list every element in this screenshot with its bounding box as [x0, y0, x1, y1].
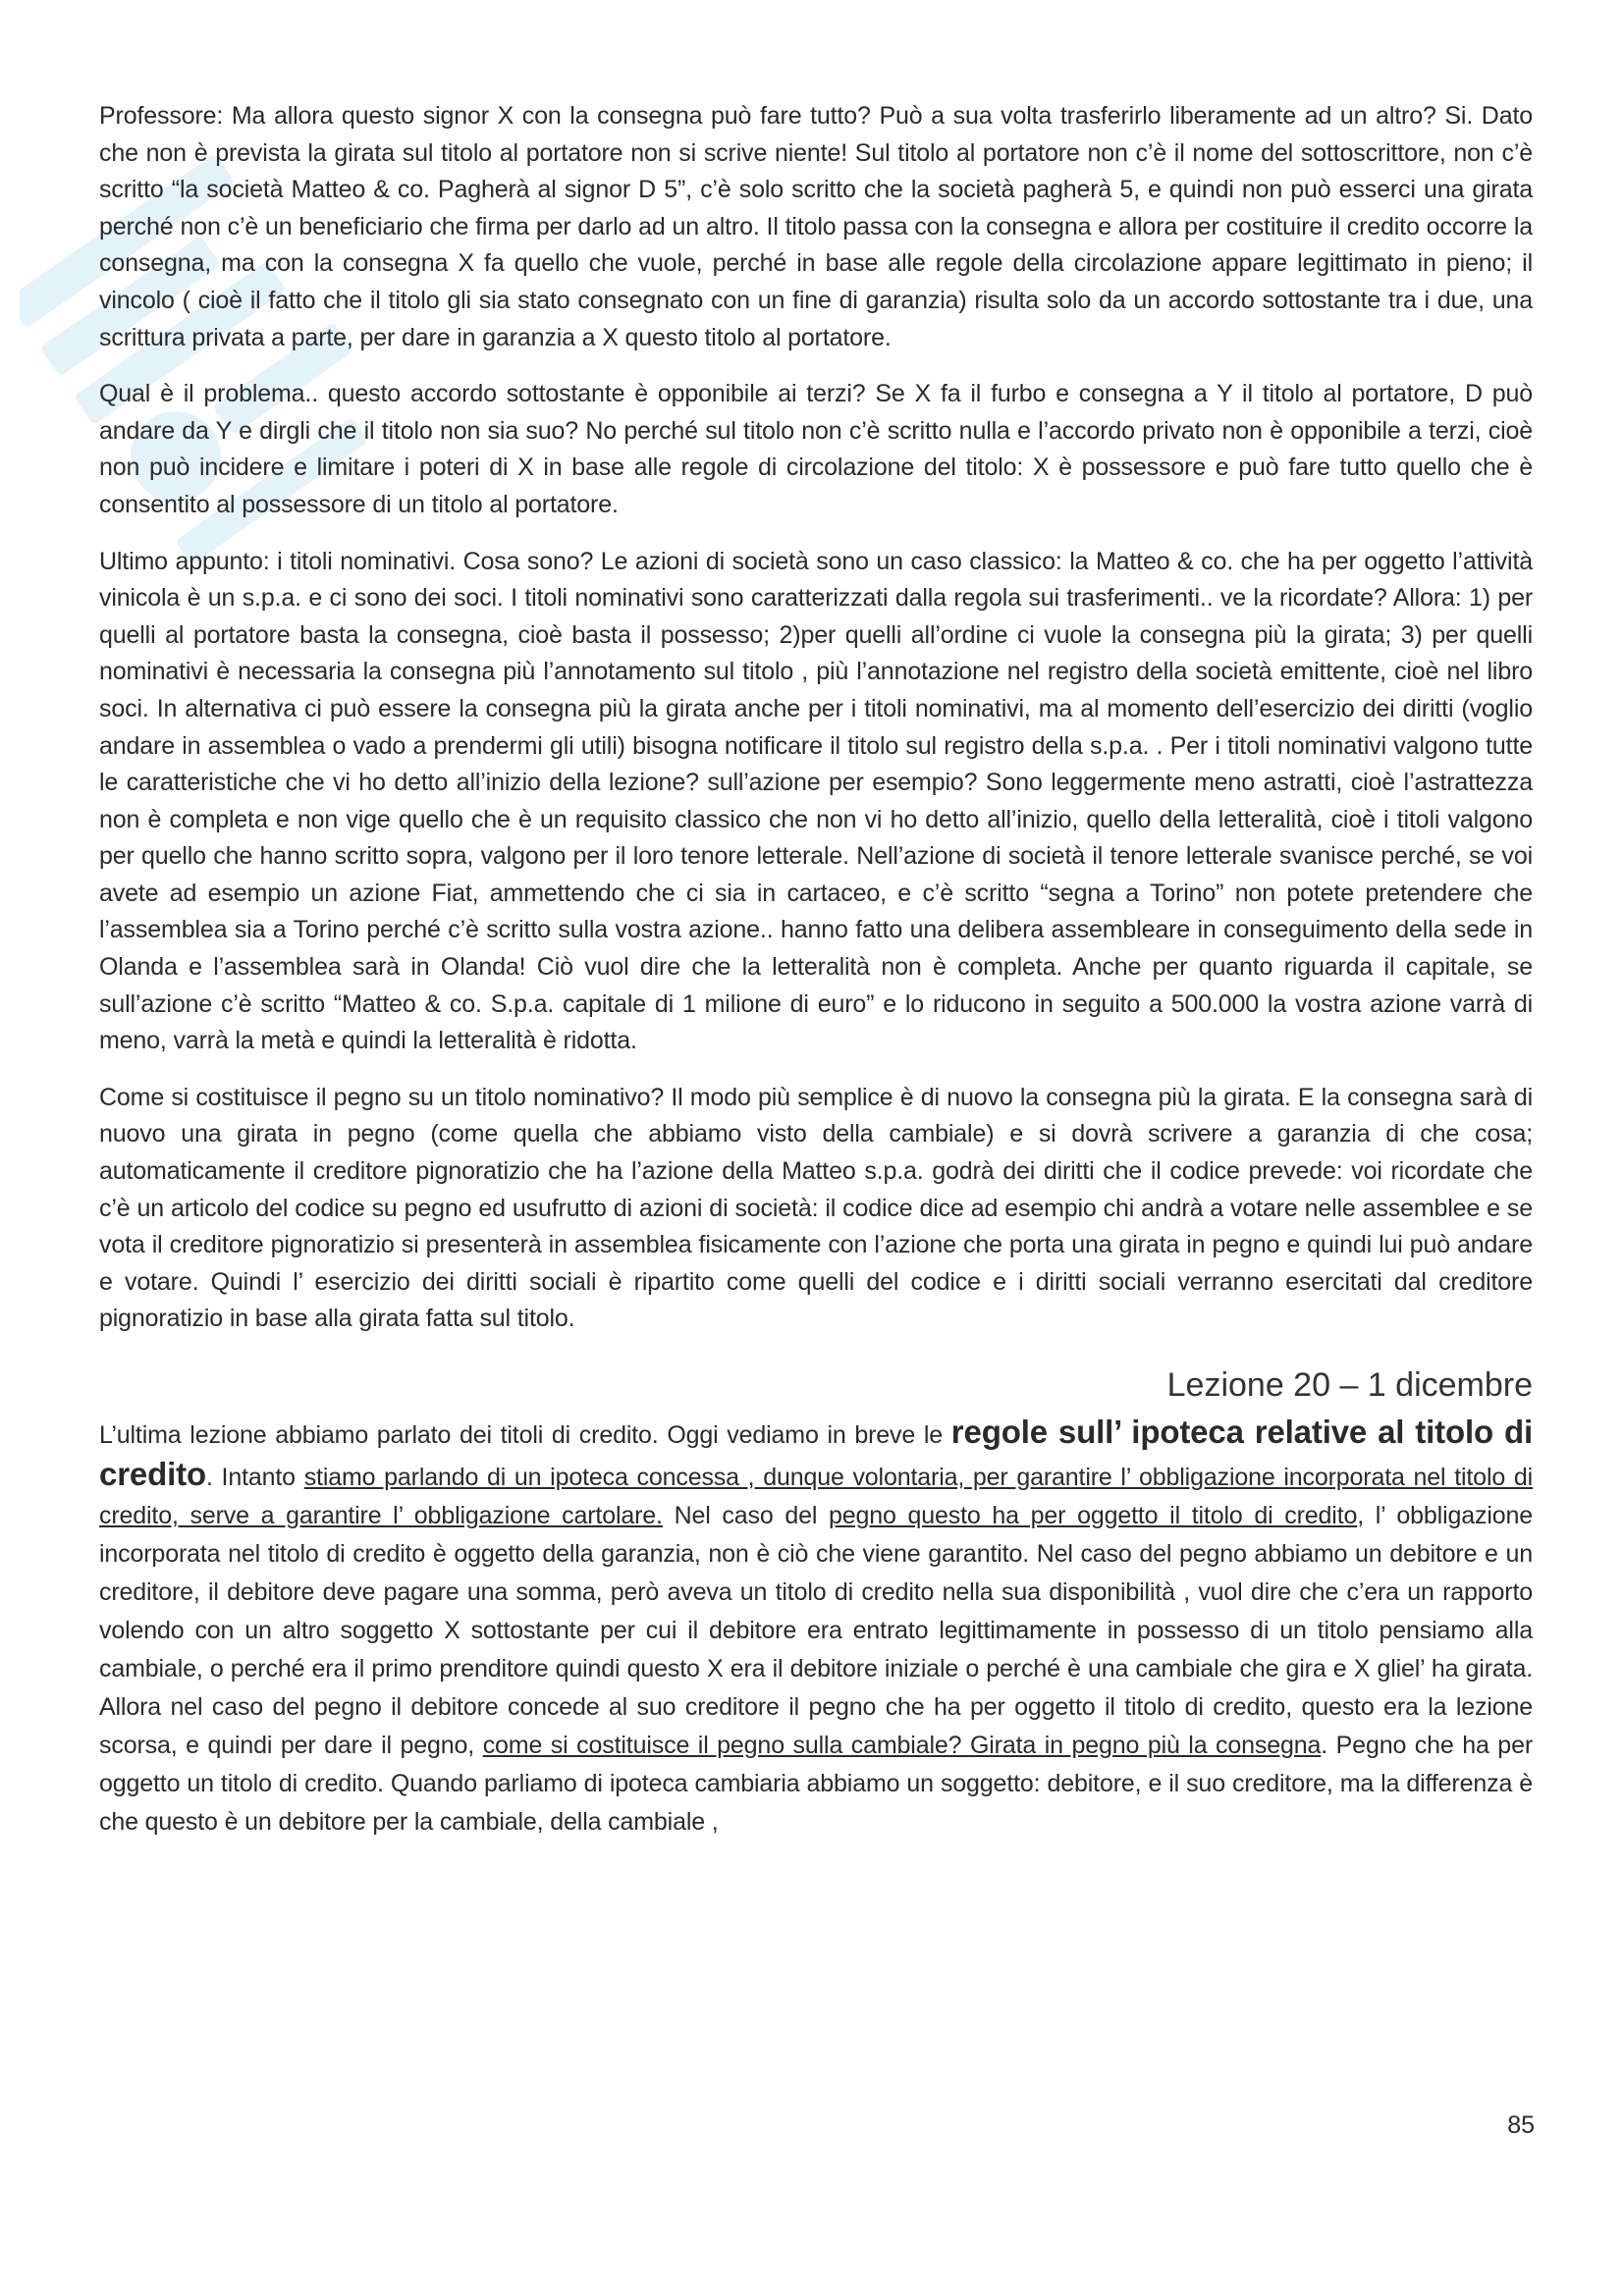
lesson-text-1: L’ultima lezione abbiamo parlato dei titoli di credito. Oggi vediamo in breve le	[99, 1421, 951, 1449]
paragraph-2: Qual è il problema.. questo accordo sottostante è opponibile ai terzi? Se X fa il furbo e consegna a Y il titolo al portatore, D può andare da Y e dirgli che il titolo non sia suo? No perché sul titolo non c’è scritto nulla e l’accordo privato non è opponibile a terzi, cioè non può incidere e limitare i poteri di X in base alle regole di circolazione del titolo: X è possessore e può fare tutto quello che è consentito al possessore di un titolo al portatore.	[99, 380, 1533, 518]
lesson-underline-1: stiamo parlando di un ipoteca concessa , dunque volontaria, per garantire l’ obbligazione incorporata nel titolo di credito, serve a garantire l’ obbligazione cartolare.	[99, 1464, 1533, 1529]
lesson-text-2: . Intanto	[205, 1464, 304, 1491]
lesson-paragraph	[99, 1413, 1533, 1842]
lesson-underline-2: pegno questo ha per oggetto il titolo di credito	[829, 1502, 1358, 1529]
lesson-text-3: Nel caso del	[662, 1502, 829, 1529]
paragraph-1: Professore: Ma allora questo signor X con la consegna può fare tutto? Può a sua volta trasferirlo liberamente ad un altro? Si. Dato che non è prevista la girata sul titolo al portatore non si scrive niente! Sul titolo al portatore non c’è il nome del sottoscrittore, non c’è scritto “la società Matteo & co. Pagherà al signor D 5”, c’è solo scritto che la società pagherà 5, e quindi non può esserci una girata perché non c’è un beneficiario che firma per darlo ad un altro. Il titolo passa con la consegna e allora per costituire il credito occorre la consegna, ma con la consegna X fa quello che vuole, perché in base alle regole della circolazione appare legittimato in pieno; il vincolo ( cioè il fatto che il titolo gli sia stato consegnato con un fine di garanzia) risulta solo da un accordo sottostante tra i due, una scrittura privata a parte, per dare in garanzia a X questo titolo al portatore.	[99, 102, 1533, 351]
page-number: 85	[1507, 2111, 1535, 2139]
main-text	[99, 98, 1533, 1861]
paragraph-3: Ultimo appunto: i titoli nominativi. Cosa sono? Le azioni di società sono un caso classico: la Matteo & co. che ha per oggetto l’attività vinicola è un s.p.a. e ci sono dei soci. I titoli nominativi sono caratterizzati dalla regola sui trasferimenti.. ve la ricordate? Allora: 1) per quelli al portatore basta la consegna, cioè basta il possesso; 2)per quelli all’ordine ci vuole la consegna più la girata; 3) per quelli nominativi è necessaria la consegna più l’annotamento sul titolo , più l’annotazione nel registro della società emittente, cioè nel libro soci. In alternativa ci può essere la consegna più la girata anche per i titoli nominativi, ma al momento dell’esercizio dei diritti (voglio andare in assemblea o vado a prendermi gli utili) bisogna notificare il titolo sul registro della s.p.a. . Per i titoli nominativi valgono tutte le caratteristiche che vi ho detto all’inizio della lezione? sull’azione per esempio? Sono leggermente meno astratti, cioè l’astrattezza non è completa e non vige quello che è un requisito classico che non vi ho detto all’inizio, quello della letteralità, cioè i titoli valgono per quello che hanno scritto sopra, valgono per il loro tenore letterale. Nell’azione di società il tenore letterale svanisce perché, se voi avete ad esempio un azione Fiat, ammettendo che ci sia in cartaceo, e c’è scritto “segna a Torino” non potete pretendere che l’assemblea sia a Torino perché c’è scritto sulla vostra azione.. hanno fatto una delibera assembleare in conseguimento della sede in Olanda e l’assemblea sarà in Olanda! Ciò vuol dire che la letteralità non è completa. Anche per quanto riguarda il capitale, se sull’azione c’è scritto “Matteo & co. S.p.a. capitale di 1 milione di euro” e lo riducono in seguito a 500.000 la vostra azione varrà di meno, varrà la metà e quindi la letteralità è ridotta.	[99, 547, 1533, 1055]
lesson-bold-title: regole sull’ ipoteca relative al titolo di credito	[99, 1414, 1534, 1492]
lesson-heading: Lezione 20 – 1 dicembre	[1166, 1366, 1533, 1404]
lesson-text-5: . Pegno che ha per oggetto un titolo di credito. Quando parliamo di ipoteca cambiaria abbiamo un soggetto: debitore, e il suo creditore, ma la differenza è che questo è un debitore per la cambiale, della cambiale ,	[99, 1732, 1533, 1836]
lesson-underline-3: come si costituisce il pegno sulla cambiale? Girata in pegno più la consegna	[482, 1732, 1322, 1759]
lesson-text-4: , l’ obbligazione incorporata nel titolo di credito è oggetto della garanzia, non è ciò che viene garantito. Nel caso del pegno abbiamo un debitore e un creditore, il debitore deve pagare una somma, però aveva un titolo di credito nella sua disponibilità , vuol dire che c’era un rapporto volendo con un altro soggetto X sottostante per cui il debitore era entrato legittimamente in possesso di un titolo pensiamo alla cambiale, o perché era il primo prenditore quindi questo X era il debitore iniziale o perché è una cambiale che gira e X gliel’ ha girata. Allora nel caso del pegno il debitore concede al suo creditore il pegno che ha per oggetto il titolo di credito, questo era la lezione scorsa, e quindi per dare il pegno,	[99, 1502, 1533, 1759]
paragraph-4: Come si costituisce il pegno su un titolo nominativo? Il modo più semplice è di nuovo la consegna più la girata. E la consegna sarà di nuovo una girata in pegno (come quella che abbiamo visto della cambiale) e si dovrà scrivere a garanzia di che cosa; automaticamente il creditore pignoratizio che ha l’azione della Matteo s.p.a. godrà dei diritti che il codice prevede: voi ricordate che c’è un articolo del codice su pegno ed usufrutto di azioni di società: il codice dice ad esempio chi andrà a votare nelle assemblee e se vota il creditore pignoratizio si presenterà in assemblea fisicamente con l’azione che porta una girata in pegno e quindi lui può andare e votare. Quindi l’ esercizio dei diritti sociali è ripartito come quelli del codice e i diritti sociali verranno esercitati dal creditore pignoratizio in base alla girata fatta sul titolo.	[99, 1083, 1533, 1333]
